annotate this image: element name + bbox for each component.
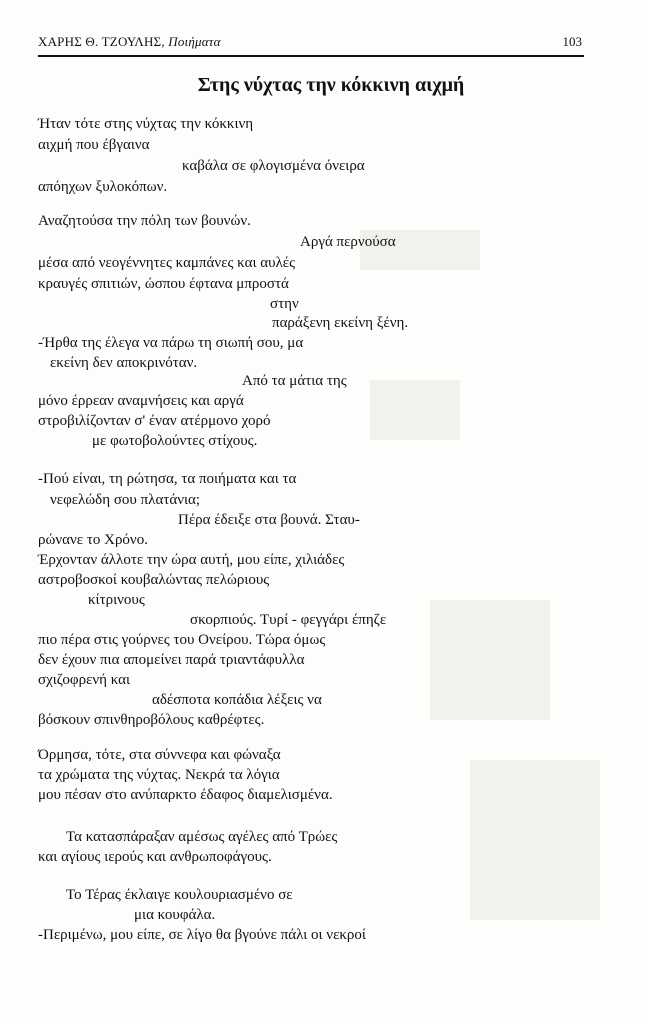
poem-line: και αγίους ιερούς και ανθρωποφάγους. — [38, 849, 272, 865]
poem-line: στην — [270, 296, 299, 312]
poem-line: μόνο έρρεαν αναμνήσεις και αργά — [38, 393, 244, 409]
poem-line: Όρμησα, τότε, στα σύννεφα και φώναξα — [38, 747, 281, 763]
poem-line: παράξενη εκείνη ξένη. — [272, 315, 409, 331]
poem-line: Ήταν τότε στης νύχτας την κόκκινη — [38, 116, 254, 132]
poem-line: τα χρώματα της νύχτας. Νεκρά τα λόγια — [38, 767, 280, 783]
poem-line: Το Τέρας έκλαιγε κουλουριασμένο σε — [66, 887, 293, 903]
header-author: ΧΑΡΗΣ Θ. ΤΖΟΥΛΗΣ, — [38, 34, 165, 49]
poem-line: απόηχων ξυλοκόπων. — [38, 179, 168, 195]
poem-line: -Πού είναι, τη ρώτησα, τα ποιήματα και τα — [38, 471, 297, 487]
poem-line: αστροβοσκοί κουβαλώντας πελώριους — [38, 572, 270, 588]
poem-line: μου πέσαν στο ανύπαρκτο έδαφος διαμελισμένα. — [38, 787, 333, 803]
poem-line: ρώνανε το Χρόνο. — [38, 532, 148, 548]
page-number: 103 — [562, 34, 582, 49]
poem-line: βόσκουν σπινθηροβόλους καθρέφτες. — [38, 712, 265, 728]
show-through-shadow — [470, 760, 600, 920]
poem-line: Τα κατασπάραξαν αμέσως αγέλες από Τρώες — [66, 829, 338, 845]
header-work-title: Ποιήματα — [168, 34, 221, 49]
poem-line: αδέσποτα κοπάδια λέξεις να — [152, 692, 322, 708]
poem-line: αιχμή που έβγαινα — [38, 137, 150, 153]
show-through-shadow — [430, 600, 550, 720]
poem-line: πιο πέρα στις γούρνες του Ονείρου. Τώρα όμως — [38, 632, 326, 648]
running-header — [38, 30, 584, 54]
poem-line: Αργά περνούσα — [300, 234, 396, 250]
poem-line: στροβιλίζονταν σ' έναν ατέρμονο χορό — [38, 413, 271, 429]
poem-line: σκορπιούς. Τυρί - φεγγάρι έπηζε — [190, 612, 387, 628]
poem-line: δεν έχουν πια απομείνει παρά τριαντάφυλλα — [38, 652, 305, 668]
poem-line: με φωτοβολούντες στίχους. — [92, 433, 258, 449]
poem-line: Από τα μάτια της — [242, 373, 347, 389]
poem-line: -Ήρθα της έλεγα να πάρω τη σιωπή σου, μα — [38, 335, 304, 351]
poem-line: -Περιμένω, μου είπε, σε λίγο θα βγούνε πάλι οι νεκροί — [38, 927, 366, 943]
header-author-work — [38, 34, 221, 50]
poem-line: Έρχονταν άλλοτε την ώρα αυτή, μου είπε, χιλιάδες — [38, 552, 345, 568]
poem-line: μια κουφάλα. — [134, 907, 216, 923]
poem-line: κραυγές σπιτιών, ώσπου έφτανα μπροστά — [38, 276, 289, 292]
poem-line: εκείνη δεν αποκρινόταν. — [50, 355, 198, 371]
show-through-shadow — [370, 380, 460, 440]
poem-line: νεφελώδη σου πλατάνια; — [50, 492, 201, 508]
poem-line: σχιζοφρενή και — [38, 672, 131, 688]
poem-line: Αναζητούσα την πόλη των βουνών. — [38, 213, 251, 229]
poem-title: Στης νύχτας την κόκκινη αιχμή — [197, 74, 465, 96]
poem-line: καβάλα σε φλογισμένα όνειρα — [182, 158, 365, 174]
header-rule — [38, 55, 584, 57]
poem-line: μέσα από νεογέννητες καμπάνες και αυλές — [38, 255, 296, 271]
poem-line: Πέρα έδειξε στα βουνά. Σταυ- — [178, 512, 360, 528]
poem-line: κίτρινους — [88, 592, 145, 608]
